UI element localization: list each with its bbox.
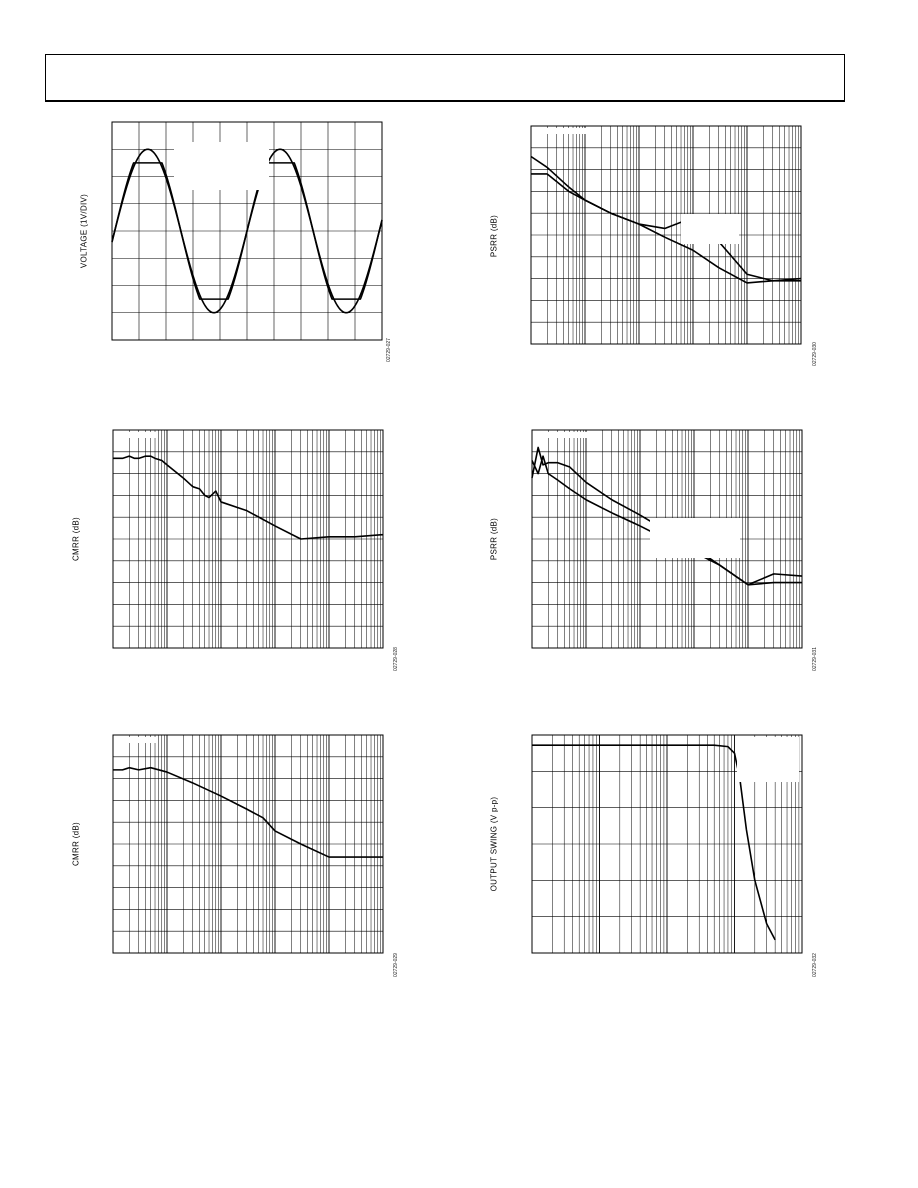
panel-output-swing: [532, 735, 802, 953]
panel-psrr-top: [531, 126, 801, 344]
chart-cmrr-mid: [113, 430, 383, 648]
ylabel-psrr-top: PSRR (dB): [489, 214, 499, 258]
panel-cmrr-mid: [113, 430, 383, 648]
ylabel-voltage: VOLTAGE (1V/DIV): [79, 193, 89, 269]
ylabel-cmrr-bottom: CMRR (dB): [71, 821, 81, 867]
annotation-area-1: [681, 214, 739, 244]
annotation-area-1: [737, 737, 799, 782]
chart-psrr-top: [531, 126, 801, 344]
series-line-1: [532, 447, 802, 584]
figure-id-voltage: 02729-027: [386, 338, 392, 362]
annotation-area-1: [118, 737, 158, 743]
figure-id-cmrr-bottom: 02729-029: [393, 953, 399, 977]
panel-psrr-mid: [532, 430, 802, 648]
annotation-area-1: [650, 518, 740, 558]
panel-cmrr-bottom: [113, 735, 383, 953]
annotation-area-1: [118, 432, 158, 438]
page-header-box: [45, 54, 845, 102]
grid-p3: [113, 430, 383, 648]
series-line-1: [113, 456, 383, 539]
annotation-area-2: [536, 432, 591, 438]
panel-voltage: [112, 122, 382, 340]
annotation-area-2: [535, 128, 590, 134]
chart-output-swing: [532, 735, 802, 953]
series-line-1: [113, 768, 383, 857]
annotation-area-1: [174, 142, 269, 190]
chart-voltage: [112, 122, 382, 340]
figure-id-output-swing: 02729-032: [812, 953, 818, 977]
figure-id-psrr-top: 02729-030: [812, 342, 818, 366]
chart-psrr-mid: [532, 430, 802, 648]
figure-id-psrr-mid: 02729-031: [812, 647, 818, 671]
ylabel-output-swing: OUTPUT SWING (V p-p): [489, 796, 499, 892]
grid-p2: [531, 126, 801, 344]
chart-cmrr-bottom: [113, 735, 383, 953]
ylabel-psrr-mid: PSRR (dB): [489, 517, 499, 561]
series-line-1: [531, 157, 801, 283]
ylabel-cmrr-mid: CMRR (dB): [71, 516, 81, 562]
figure-id-cmrr-mid: 02729-028: [393, 647, 399, 671]
